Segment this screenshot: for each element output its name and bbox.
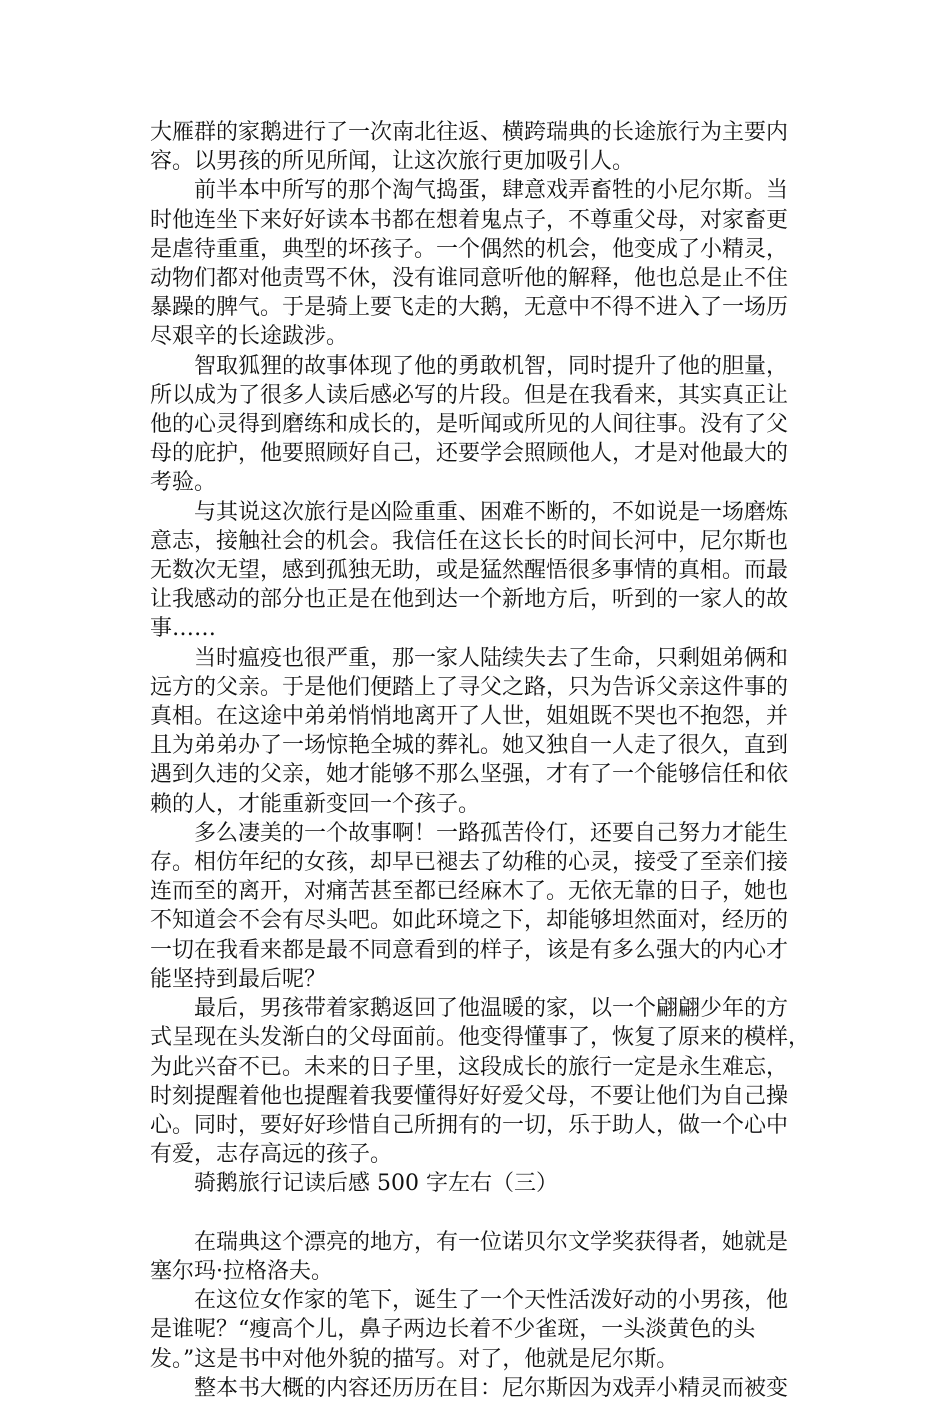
paragraph-9: 在这位女作家的笔下，诞生了一个天性活泼好动的小男孩，他 是谁呢？“瘦高个儿，鼻子两边长着不少雀斑，一头淡黄色的头 发。”这是书中对他外貌的描写。对了，他就是尼尔斯。 xyxy=(150,1288,789,1372)
paragraph-1: 大雁群的家鹅进行了一次南北往返、横跨瑞典的长途旅行为主要内 容。以男孩的所见所闻，让这次旅行更加吸引人。 xyxy=(150,120,789,175)
paragraph-6: 多么凄美的一个故事啊！一路孤苦伶仃，还要自己努力才能生 存。相仿年纪的女孩，却早已褪去了幼稚的心灵，接受了至亲们接 连而至的离开，对痛苦甚至都已经麻木了。无依无靠的日子，她也 不知道会不会有尽头吧。如此环境之下，却能够坦然面对，经历的 一切在我看来都是最不同意看到的样子，该是有多么强大的内心才 能坚持到最后呢？ xyxy=(150,820,789,992)
paragraph-8: 在瑞典这个漂亮的地方，有一位诺贝尔文学奖获得者，她就是 塞尔玛·拉格洛夫。 xyxy=(150,1229,789,1284)
paragraph-10: 整本书大概的内容还历历在目：尼尔斯因为戏弄小精灵而被变 xyxy=(194,1375,789,1401)
paragraph-5: 当时瘟疫也很严重，那一家人陆续失去了生命，只剩姐弟俩和 远方的父亲。于是他们便踏上了寻父之路，只为告诉父亲这件事的 真相。在这途中弟弟悄悄地离开了人世，姐姐既不哭也不抱怨，并 且为弟弟办了一场惊艳全城的葬礼。她又独自一人走了很久，直到 遇到久违的父亲，她才能够不那么坚强，才有了一个能够信任和依 赖的人，才能重新变回一个孩子。 xyxy=(150,645,789,817)
paragraph-2: 前半本中所写的那个淘气捣蛋，肆意戏弄畜牲的小尼尔斯。当 时他连坐下来好好读本书都在想着鬼点子，不尊重父母，对家畜更 是虐待重重，典型的坏孩子。一个偶然的机会，他变成了小精灵， 动物们都对他责骂不休，没有谁同意听他的解释，他也总是止不住 暴躁的脾气。于是骑上要飞走的大鹅，无意中不得不进入了一场历 尽艰辛的长途跋涉。 xyxy=(150,178,789,350)
paragraph-4: 与其说这次旅行是凶险重重、困难不断的，不如说是一场磨炼 意志，接触社会的机会。我信任在这长长的时间长河中，尼尔斯也 无数次无望，感到孤独无助，或是猛然醒悟很多事情的真相。而最 让我感动的部分也正是在他到达一个新地方后，听到的一家人的故 事…… xyxy=(150,499,789,642)
paragraph-7: 最后，男孩带着家鹅返回了他温暖的家，以一个翩翩少年的方 式呈现在头发渐白的父母面前。他变得懂事了，恢复了原来的模样， 为此兴奋不已。未来的日子里，这段成长的旅行一定是永生难忘， 时刻提醒着他也提醒着我要懂得好好爱父母，不要让他们为自己操 心。同时，要好好珍惜自己所拥有的一切，乐于助人，做一个心中 有爱，志存高远的孩子。 xyxy=(150,996,811,1168)
blank-line xyxy=(150,1199,810,1228)
section-heading: 骑鹅旅行记读后感 500 字左右（三） xyxy=(194,1171,558,1197)
document-page xyxy=(150,118,810,1403)
paragraph-3: 智取狐狸的故事体现了他的勇敢机智，同时提升了他的胆量， 所以成为了很多人读后感必写的片段。但是在我看来，其实真正让 他的心灵得到磨练和成长的，是听闻或所见的人间往事。没有了父 母的庇护，他要照顾好自己，还要学会照顾他人，才是对他最大的 考验。 xyxy=(150,353,789,496)
